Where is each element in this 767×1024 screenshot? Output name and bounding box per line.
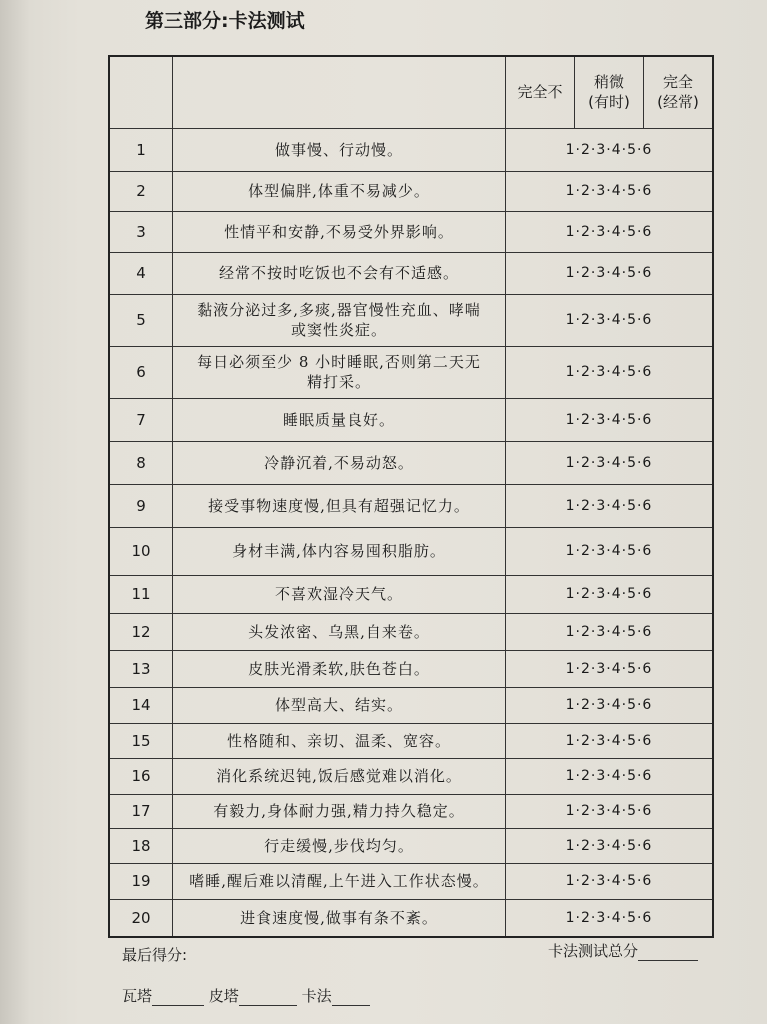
vata-label: 瓦塔 <box>122 987 153 1005</box>
kapha-total-blank[interactable] <box>638 944 698 961</box>
row-text: 消化系统迟钝,饭后感觉难以消化。 <box>173 758 506 794</box>
row-number: 14 <box>109 687 173 723</box>
row-text: 皮肤光滑柔软,肤色苍白。 <box>173 650 506 687</box>
score-scale[interactable]: 1·2·3·4·5·6 <box>506 441 714 484</box>
table-row <box>109 252 713 294</box>
questionnaire-table <box>108 55 714 938</box>
table-row <box>109 441 713 484</box>
row-text: 性情平和安静,不易受外界影响。 <box>173 211 506 252</box>
row-text: 有毅力,身体耐力强,精力持久稳定。 <box>173 794 506 828</box>
score-scale[interactable]: 1·2·3·4·5·6 <box>506 723 714 758</box>
table-row <box>109 398 713 441</box>
table-row <box>109 527 713 575</box>
row-text: 接受事物速度慢,但具有超强记忆力。 <box>173 484 506 527</box>
row-number: 15 <box>109 723 173 758</box>
table-row <box>109 128 713 171</box>
header-fully: 完全 (经常) <box>644 56 714 128</box>
score-scale[interactable]: 1·2·3·4·5·6 <box>506 575 714 613</box>
kapha-total-label: 卡法测试总分 <box>548 942 639 960</box>
row-number: 7 <box>109 398 173 441</box>
score-scale[interactable]: 1·2·3·4·5·6 <box>506 211 714 252</box>
score-scale[interactable]: 1·2·3·4·5·6 <box>506 828 714 863</box>
kapha-label: 卡法 <box>301 987 332 1005</box>
row-number: 18 <box>109 828 173 863</box>
row-text: 经常不按时吃饭也不会有不适感。 <box>173 252 506 294</box>
section-title: 第三部分:卡法测试 <box>145 10 305 32</box>
header-item-cell <box>173 56 506 128</box>
table-row <box>109 613 713 650</box>
row-number: 19 <box>109 863 173 899</box>
score-scale[interactable]: 1·2·3·4·5·6 <box>506 650 714 687</box>
row-number: 12 <box>109 613 173 650</box>
score-scale[interactable]: 1·2·3·4·5·6 <box>506 863 714 899</box>
row-number: 10 <box>109 527 173 575</box>
row-number: 13 <box>109 650 173 687</box>
row-number: 3 <box>109 211 173 252</box>
score-scale[interactable]: 1·2·3·4·5·6 <box>506 484 714 527</box>
pitta-label: 皮塔 <box>208 987 239 1005</box>
row-number: 16 <box>109 758 173 794</box>
row-number: 9 <box>109 484 173 527</box>
row-text: 行走缓慢,步伐均匀。 <box>173 828 506 863</box>
row-text: 做事慢、行动慢。 <box>173 128 506 171</box>
row-text: 体型高大、结实。 <box>173 687 506 723</box>
pitta-blank[interactable] <box>239 989 297 1006</box>
score-scale[interactable]: 1·2·3·4·5·6 <box>506 294 714 346</box>
score-scale[interactable]: 1·2·3·4·5·6 <box>506 252 714 294</box>
table-row <box>109 650 713 687</box>
score-scale[interactable]: 1·2·3·4·5·6 <box>506 758 714 794</box>
score-scale[interactable]: 1·2·3·4·5·6 <box>506 171 714 211</box>
row-number: 17 <box>109 794 173 828</box>
header-slightly: 稍微 (有时) <box>575 56 644 128</box>
row-text: 嗜睡,醒后难以清醒,上午进入工作状态慢。 <box>173 863 506 899</box>
row-number: 11 <box>109 575 173 613</box>
kapha-blank[interactable] <box>332 989 370 1006</box>
table-row <box>109 687 713 723</box>
row-text: 头发浓密、乌黑,自来卷。 <box>173 613 506 650</box>
header-not-at-all: 完全不 <box>506 56 575 128</box>
score-scale[interactable]: 1·2·3·4·5·6 <box>506 899 714 937</box>
score-scale[interactable]: 1·2·3·4·5·6 <box>506 128 714 171</box>
row-text: 冷静沉着,不易动怒。 <box>173 441 506 484</box>
row-text: 进食速度慢,做事有条不紊。 <box>173 899 506 937</box>
kapha-total-line <box>548 940 698 961</box>
row-number: 4 <box>109 252 173 294</box>
table-row <box>109 171 713 211</box>
row-text: 身材丰满,体内容易囤积脂肪。 <box>173 527 506 575</box>
header-number-cell <box>109 56 173 128</box>
row-text: 睡眠质量良好。 <box>173 398 506 441</box>
row-text: 性格随和、亲切、温柔、宽容。 <box>173 723 506 758</box>
row-text: 体型偏胖,体重不易减少。 <box>173 171 506 211</box>
row-number: 2 <box>109 171 173 211</box>
table-row <box>109 211 713 252</box>
table-row <box>109 575 713 613</box>
table-row <box>109 899 713 937</box>
table-row <box>109 794 713 828</box>
row-text: 每日必须至少 8 小时睡眠,否则第二天无 精打采。 <box>173 346 506 398</box>
row-number: 20 <box>109 899 173 937</box>
row-number: 8 <box>109 441 173 484</box>
final-score-label: 最后得分: <box>122 946 188 964</box>
row-text: 不喜欢湿冷天气。 <box>173 575 506 613</box>
score-scale[interactable]: 1·2·3·4·5·6 <box>506 346 714 398</box>
row-number: 5 <box>109 294 173 346</box>
score-scale[interactable]: 1·2·3·4·5·6 <box>506 527 714 575</box>
score-scale[interactable]: 1·2·3·4·5·6 <box>506 687 714 723</box>
vata-blank[interactable] <box>152 989 204 1006</box>
table-row <box>109 828 713 863</box>
table-row <box>109 723 713 758</box>
dosha-score-line <box>122 985 370 1006</box>
row-number: 6 <box>109 346 173 398</box>
table-row <box>109 294 713 346</box>
row-text: 黏液分泌过多,多痰,器官慢性充血、哮喘 或窦性炎症。 <box>173 294 506 346</box>
table-row <box>109 863 713 899</box>
table-header-row <box>109 56 713 128</box>
table-row <box>109 484 713 527</box>
table-row <box>109 346 713 398</box>
score-scale[interactable]: 1·2·3·4·5·6 <box>506 398 714 441</box>
table-row <box>109 758 713 794</box>
score-scale[interactable]: 1·2·3·4·5·6 <box>506 794 714 828</box>
row-number: 1 <box>109 128 173 171</box>
score-scale[interactable]: 1·2·3·4·5·6 <box>506 613 714 650</box>
